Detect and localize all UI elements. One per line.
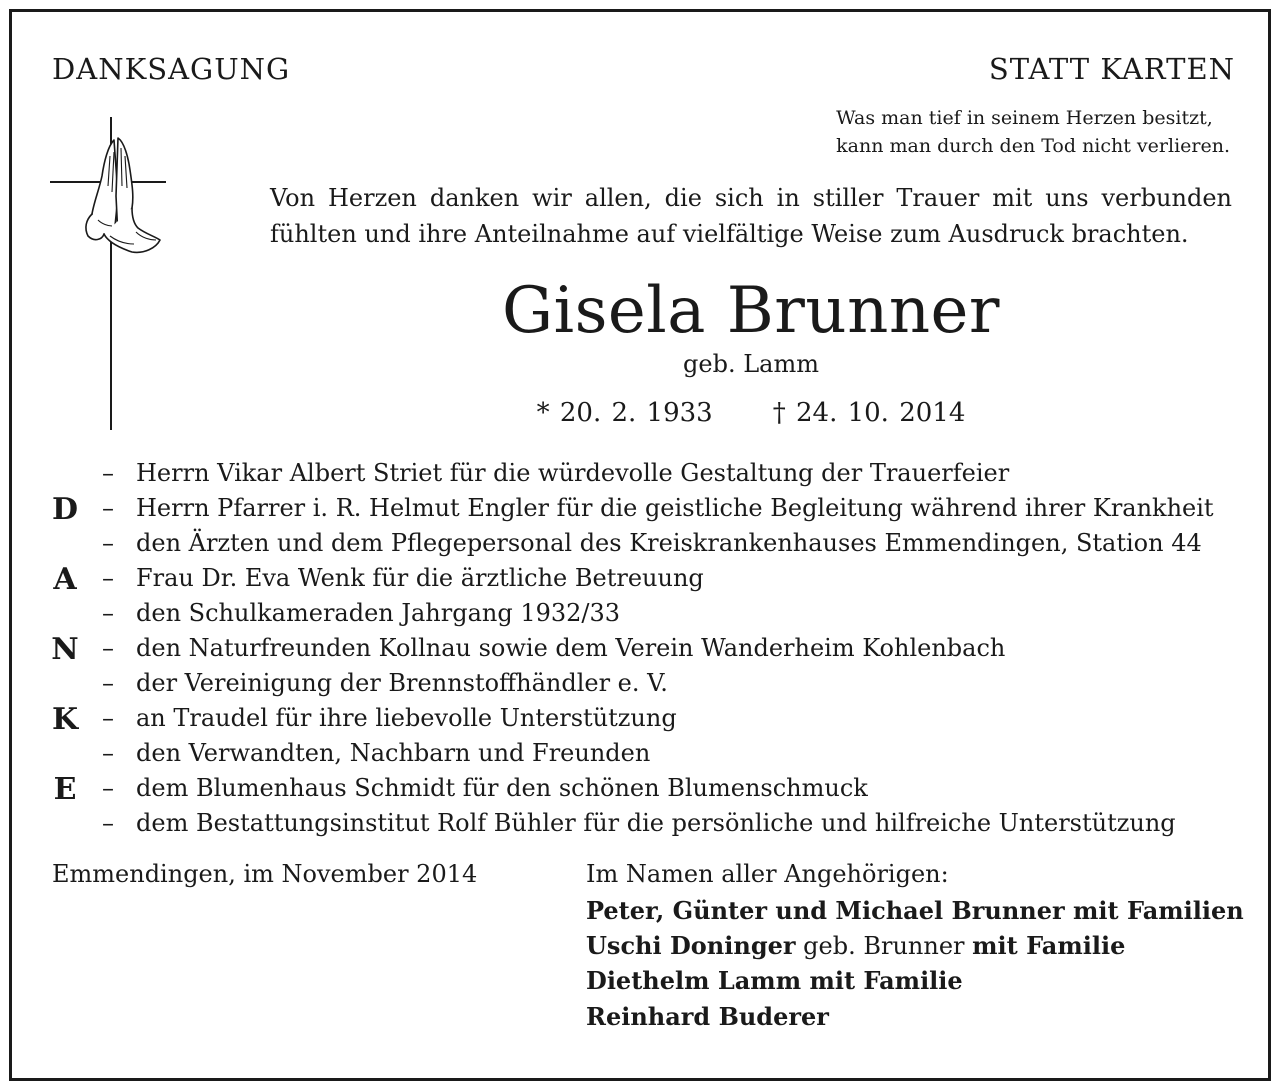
signature-line: Peter, Günter und Michael Brunner mit Familien <box>586 896 1244 925</box>
thanks-text: dem Bestattungsinstitut Rolf Bühler für die persönliche und hilfreiche Unterstützung <box>136 809 1176 837</box>
thanks-text: der Vereinigung der Brennstoffhändler e. V. <box>136 669 668 697</box>
signature-maiden: geb. Brunner <box>795 932 973 960</box>
birth-date: * 20. 2. 1933 <box>536 398 713 428</box>
motto-quote <box>836 104 1230 160</box>
praying-hands-icon <box>74 136 164 260</box>
intro-line: Von Herzen danken wir allen, die sich in stiller Trauer mit uns verbunden <box>270 184 1232 212</box>
dash-marker: – <box>102 459 114 487</box>
thanks-text: an Traudel für ihre liebevolle Unterstützung <box>136 704 677 732</box>
danke-letter: K <box>51 702 79 737</box>
signature-line: Reinhard Buderer <box>586 1002 829 1031</box>
obituary-notice <box>9 9 1271 1081</box>
signature-line: Diethelm Lamm mit Familie <box>586 966 963 995</box>
dash-marker: – <box>102 599 114 627</box>
thanks-text: dem Blumenhaus Schmidt für den schönen Blumenschmuck <box>136 774 868 802</box>
motto-line: kann man durch den Tod nicht verlieren. <box>836 135 1230 157</box>
danke-letter: N <box>51 632 79 667</box>
dash-marker: – <box>102 669 114 697</box>
danke-letter: E <box>53 772 77 807</box>
thanks-text: Frau Dr. Eva Wenk für die ärztliche Betreuung <box>136 564 704 592</box>
dash-marker: – <box>102 494 114 522</box>
dash-marker: – <box>102 774 114 802</box>
motto-line: Was man tief in seinem Herzen besitzt, <box>836 107 1213 129</box>
signature-name: Uschi Doninger <box>586 931 796 960</box>
list-item <box>102 456 1214 491</box>
deceased-name: Gisela Brunner <box>501 274 1001 348</box>
dash-marker: – <box>102 529 114 557</box>
intro-line: fühlten und ihre Anteilnahme auf vielfältige Weise zum Ausdruck brachten. <box>270 220 1189 248</box>
dash-marker: – <box>102 634 114 662</box>
thanks-text: den Verwandten, Nachbarn und Freunden <box>136 739 651 767</box>
thanks-list <box>102 456 1214 841</box>
thanks-text: den Schulkameraden Jahrgang 1932/33 <box>136 599 621 627</box>
list-item <box>102 561 1214 596</box>
dash-marker: – <box>102 704 114 732</box>
list-item <box>102 806 1214 841</box>
list-item <box>102 631 1214 666</box>
header-left-title: DANKSAGUNG <box>52 52 291 86</box>
danke-letter: D <box>51 492 78 527</box>
intro-paragraph <box>270 180 1232 252</box>
list-item <box>102 701 1214 736</box>
maiden-name: geb. Lamm <box>683 350 819 378</box>
thanks-text: den Naturfreunden Kollnau sowie dem Verein Wanderheim Kohlenbach <box>136 634 1006 662</box>
header-right-title: STATT KARTEN <box>988 52 1235 86</box>
list-item <box>102 491 1214 526</box>
list-item <box>102 596 1214 631</box>
signature-lead: Im Namen aller Angehörigen: <box>586 860 949 888</box>
dash-marker: – <box>102 564 114 592</box>
thanks-text: Herrn Vikar Albert Striet für die würdevolle Gestaltung der Trauerfeier <box>136 459 1010 487</box>
place-date: Emmendingen, im November 2014 <box>52 860 478 888</box>
thanks-text: den Ärzten und dem Pflegepersonal des Kreiskrankenhauses Emmendingen, Station 44 <box>136 529 1202 557</box>
danke-letter: A <box>53 562 77 597</box>
signature-line <box>586 931 1125 960</box>
signature-family: mit Familie <box>972 931 1126 960</box>
death-date: † 24. 10. 2014 <box>772 398 966 428</box>
list-item <box>102 771 1214 806</box>
list-item <box>102 736 1214 771</box>
dash-marker: – <box>102 739 114 767</box>
list-item <box>102 526 1214 561</box>
thanks-text: Herrn Pfarrer i. R. Helmut Engler für die geistliche Begleitung während ihrer Krankheit <box>136 494 1214 522</box>
list-item <box>102 666 1214 701</box>
life-dates <box>12 398 1280 428</box>
dash-marker: – <box>102 809 114 837</box>
